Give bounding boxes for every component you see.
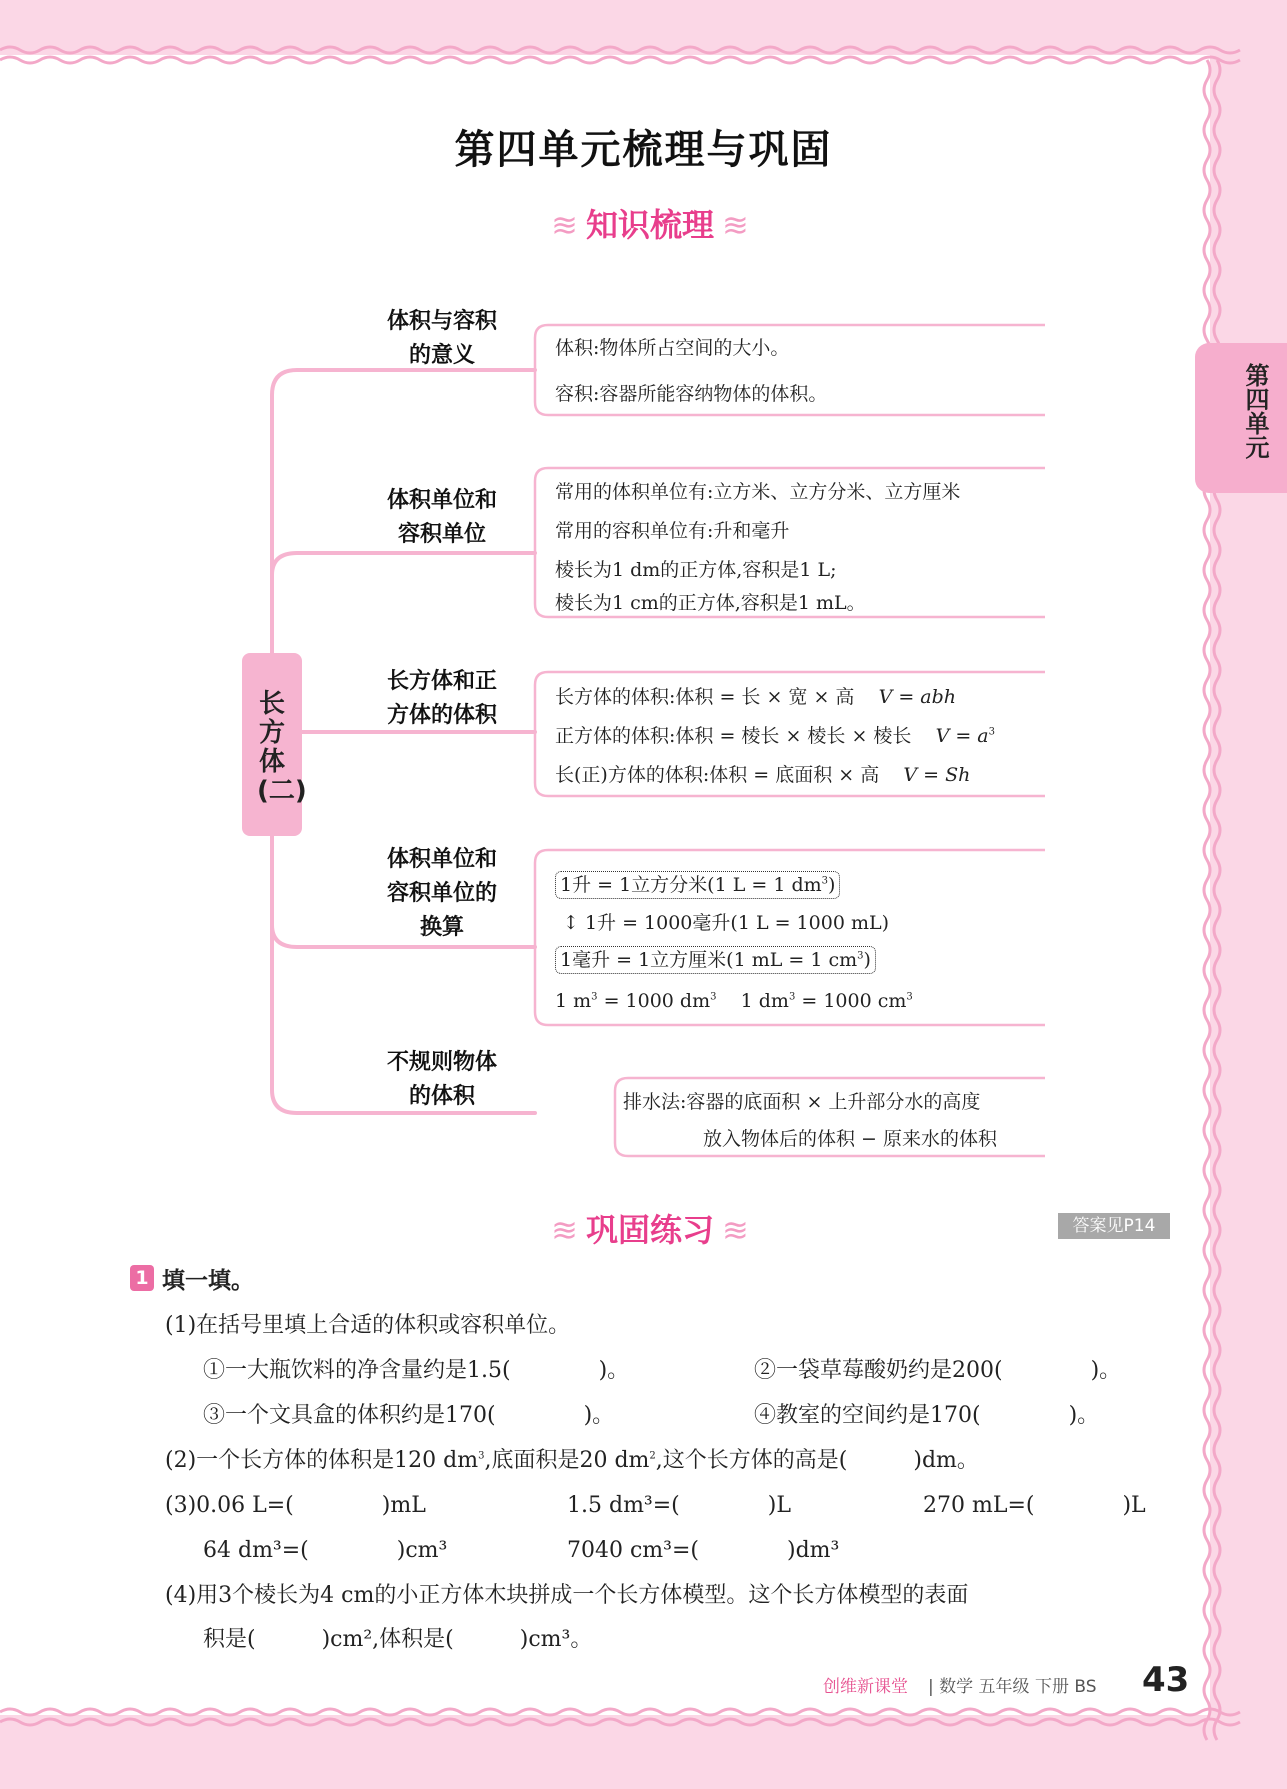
unit-side-tab-label: 第四单元 <box>1241 363 1269 459</box>
box3-item <box>555 682 956 709</box>
formula-symbol: V = a <box>935 725 989 747</box>
box2-item: 棱长为1 cm的正方体,容积是1 mL。 <box>555 592 866 614</box>
box3-item <box>555 760 970 787</box>
subquestion-3d: 64 dm³=( )cm³ <box>203 1538 448 1563</box>
subquestion-2: (2)一个长方体的体积是120 $dm^3$,底面积是20 $dm^2$,这个长方体的高是( )dm。 <box>165 1448 979 1473</box>
branch-label-line: 长方体和正 <box>386 669 497 694</box>
box5-item: 排水法:容器的底面积 × 上升部分水的高度 <box>623 1091 981 1113</box>
subquestion-1a: ①一大瓶饮料的净含量约是1.5( )。 <box>203 1358 630 1383</box>
box2-item: 常用的体积单位有:立方米、立方分米、立方厘米 <box>555 481 961 503</box>
page-number: 43 <box>1142 1660 1190 1700</box>
subquestion-3a: (3)0.06 L=( )mL <box>165 1493 426 1518</box>
branch-label-line: 容积单位的 <box>386 881 497 906</box>
squiggle-icon: ≋ <box>722 1211 749 1249</box>
mindmap-branch-2 <box>272 553 535 575</box>
formula-symbol: V = Sh <box>903 764 971 786</box>
branch-label-irregular <box>337 1046 547 1114</box>
branch-label-meaning <box>337 305 547 373</box>
branch-label-volume-formula <box>337 665 547 733</box>
branch-label-line: 体积与容积 <box>386 309 497 334</box>
subquestion-1b: ②一袋草莓酸奶约是200( )。 <box>754 1358 1122 1383</box>
conversion-highlight: 1升 = 1立方分米(1 L = 1 $dm^3$) <box>555 871 840 899</box>
footer-brand: 创维新课堂 <box>823 1677 908 1697</box>
box1-item: 容积:容器所能容纳物体的体积。 <box>555 383 828 405</box>
subquestion-4-line1: (4)用3个棱长为4 cm的小正方体木块拼成一个长方体模型。这个长方体模型的表面 <box>165 1583 969 1608</box>
squiggle-icon: ≋ <box>551 1211 578 1249</box>
squiggle-icon: ≋ <box>551 206 578 244</box>
section-knowledge-title: 知识梳理 <box>585 206 714 244</box>
branch-label-line: 体积单位和 <box>386 847 497 872</box>
subquestion-3e: 7040 cm³=( )dm³ <box>567 1538 840 1563</box>
formula-text: 长(正)方体的体积:体积 = 底面积 × 高 <box>555 764 880 786</box>
box3-item: 正方体的体积:体积 = 棱长 × 棱长 × 棱长 $V = a^3$ <box>555 725 996 747</box>
page-title: 第四单元梳理与巩固 <box>454 127 833 173</box>
subquestion-3c: 270 mL=( )L <box>923 1493 1146 1518</box>
footer-book-info: | 数学 五年级 下册 BS <box>928 1677 1097 1697</box>
answer-reference-tag: 答案见P14 <box>1058 1213 1170 1239</box>
branch-label-line: 换算 <box>419 915 464 940</box>
branch-label-line: 的体积 <box>408 1084 475 1109</box>
box1-item: 体积:物体所占空间的大小。 <box>555 337 790 359</box>
branch-label-units <box>337 484 547 552</box>
subquestion-1-intro: (1)在括号里填上合适的体积或容积单位。 <box>165 1313 571 1338</box>
mindmap-center-label: 长方体(二) <box>257 689 307 806</box>
branch-label-line: 方体的体积 <box>386 703 497 728</box>
branch-label-line: 的意义 <box>408 343 475 368</box>
conversion-highlight: 1毫升 = 1立方厘米(1 mL = 1 $cm^3$) <box>555 946 876 974</box>
section-practice-title: 巩固练习 <box>585 1211 714 1249</box>
formula-symbol: V = abh <box>878 686 957 708</box>
formula-text: 正方体的体积:体积 = 棱长 × 棱长 × 棱长 <box>555 725 912 747</box>
box2-item: 棱长为1 dm的正方体,容积是1 L; <box>555 559 837 581</box>
box4-item <box>555 870 840 897</box>
question-title: 填一填。 <box>162 1268 254 1294</box>
branch-label-line: 体积单位和 <box>386 488 497 513</box>
box2-item: 常用的容积单位有:升和毫升 <box>555 520 790 542</box>
box4-item <box>555 945 876 972</box>
box4-item: 1 $m^3 = 1000$ $dm^3$ 1 $dm^3 = 1000$ $cm^3$ <box>555 990 913 1012</box>
box5-item: 放入物体后的体积 − 原来水的体积 <box>703 1128 997 1150</box>
subquestion-1c: ③一个文具盒的体积约是170( )。 <box>203 1403 615 1428</box>
box4-item: ↕ 1升 = 1000毫升(1 L = 1000 mL) <box>563 912 889 934</box>
branch-label-line: 容积单位 <box>397 522 486 547</box>
branch-label-conversion <box>337 843 547 945</box>
subquestion-1d: ④教室的空间约是170( )。 <box>754 1403 1100 1428</box>
squiggle-icon: ≋ <box>722 206 749 244</box>
question-number-badge: 1 <box>130 1265 154 1291</box>
subquestion-4-line2: 积是( )cm²,体积是( )cm³。 <box>203 1627 593 1652</box>
branch-label-line: 不规则物体 <box>386 1050 497 1075</box>
subquestion-3b: 1.5 dm³=( )L <box>567 1493 791 1518</box>
formula-text: 长方体的体积:体积 = 长 × 宽 × 高 <box>555 686 855 708</box>
